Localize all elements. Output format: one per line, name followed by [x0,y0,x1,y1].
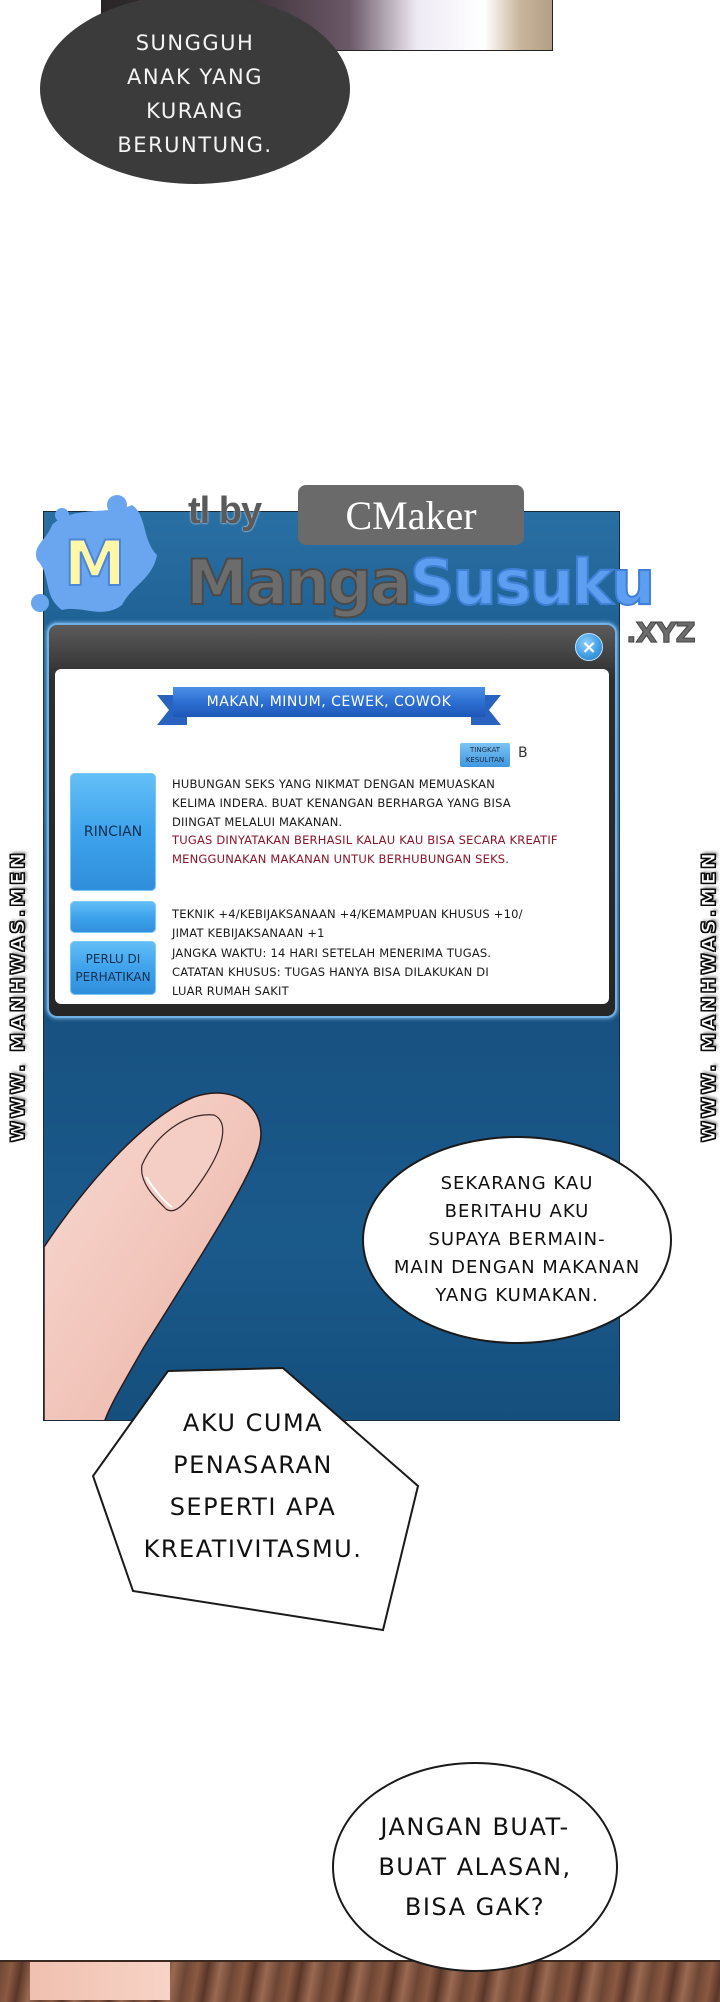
notes-button-line1: PERLU DI [85,952,141,966]
quest-title-ribbon [157,687,501,725]
bubble-line: SUPAYA BERMAIN- [428,1229,606,1250]
difficulty-label-line1: TINGKAT [470,746,500,754]
notes-line: JANGKA WAKTU: 14 HARI SETELAH MENERIMA TUGAS. [172,946,492,960]
bubble-line: BERUNTUNG. [117,133,273,157]
bubble-line: KURANG [146,99,244,123]
quest-success-condition [172,831,602,869]
watermark-translator: CMaker [298,485,524,545]
side-watermark-left: WWW. MANHWAS.MEN [7,849,29,1143]
watermark-brand-manga: Manga [186,546,410,619]
bubble-line: MAIN DENGAN MAKANAN [393,1257,641,1278]
bubble-line: AKU CUMA [182,1409,324,1437]
bottom-panel-skin [30,1962,170,2000]
close-icon[interactable]: × [575,633,603,661]
watermark-brand [186,548,653,618]
difficulty-value: B [518,745,528,761]
bubble-line: KREATIVITASMU. [143,1535,363,1563]
description-line: DIINGAT MELALUI MAKANAN. [172,815,343,829]
quest-dialog-body [55,669,609,1004]
watermark-tld: .XYZ [626,616,695,649]
bubble-line: PENASARAN [173,1451,333,1479]
quest-title: MAKAN, MINUM, CEWEK, COWOK [173,687,485,717]
side-watermark-right: WWW. MANHWAS.MEN [698,849,720,1143]
condition-line: MENGGUNAKAN MAKANAN UNTUK BERHUBUNGAN SEKS. [172,852,510,866]
reward-line: JIMAT KEBIJAKSANAAN +1 [172,926,325,940]
notes-line: LUAR RUMAH SAKIT [172,984,289,998]
reward-line: TEKNIK +4/KEBIJAKSANAAN +4/KEMAMPUAN KHUSUS +10/ [172,907,523,921]
condition-line: TUGAS DINYATAKAN BERHASIL KALAU KAU BISA SECARA KREATIF [172,833,558,847]
notes-button-line2: PERHATIKAN [75,970,151,984]
bubble-line: ANAK YANG [127,65,263,89]
quest-rewards [172,905,602,943]
hexagon-bubble-text [88,1376,418,1596]
bubble-line: SUNGGUH [135,31,255,55]
watermark-tl-by: tl by [188,490,262,532]
speech-bubble-bottom [332,1762,618,1972]
quest-dialog [47,623,617,1018]
watermark-splash-logo [22,485,162,625]
dark-speech-bubble [40,0,350,184]
watermark-brand-susuku: Susuku [409,546,654,619]
quest-notes [172,944,602,1001]
bubble-line: SEPERTI APA [169,1493,337,1521]
notes-line: CATATAN KHUSUS: TUGAS HANYA BISA DILAKUKAN DI [172,965,489,979]
details-button[interactable]: RINCIAN [70,773,156,891]
notes-button[interactable] [70,941,156,995]
description-line: HUBUNGAN SEKS YANG NIKMAT DENGAN MEMUASKAN [172,777,496,791]
bubble-line: JANGAN BUAT- [380,1813,570,1841]
bubble-line: BISA GAK? [404,1893,546,1921]
reward-button[interactable] [70,901,156,933]
quest-description [172,775,602,832]
bubble-line: SEKARANG KAU [440,1173,594,1194]
logo-letter: M [64,527,126,600]
bubble-line: BERITAHU AKU [444,1201,590,1222]
bubble-line: YANG KUMAKAN. [435,1285,599,1306]
difficulty-badge [460,743,510,767]
bubble-line: BUAT ALASAN, [378,1853,572,1881]
description-line: KELIMA INDERA. BUAT KENANGAN BERHARGA YANG BISA [172,796,511,810]
speech-bubble-oval [362,1136,672,1344]
difficulty-label-line2: KESULITAN [465,756,505,764]
